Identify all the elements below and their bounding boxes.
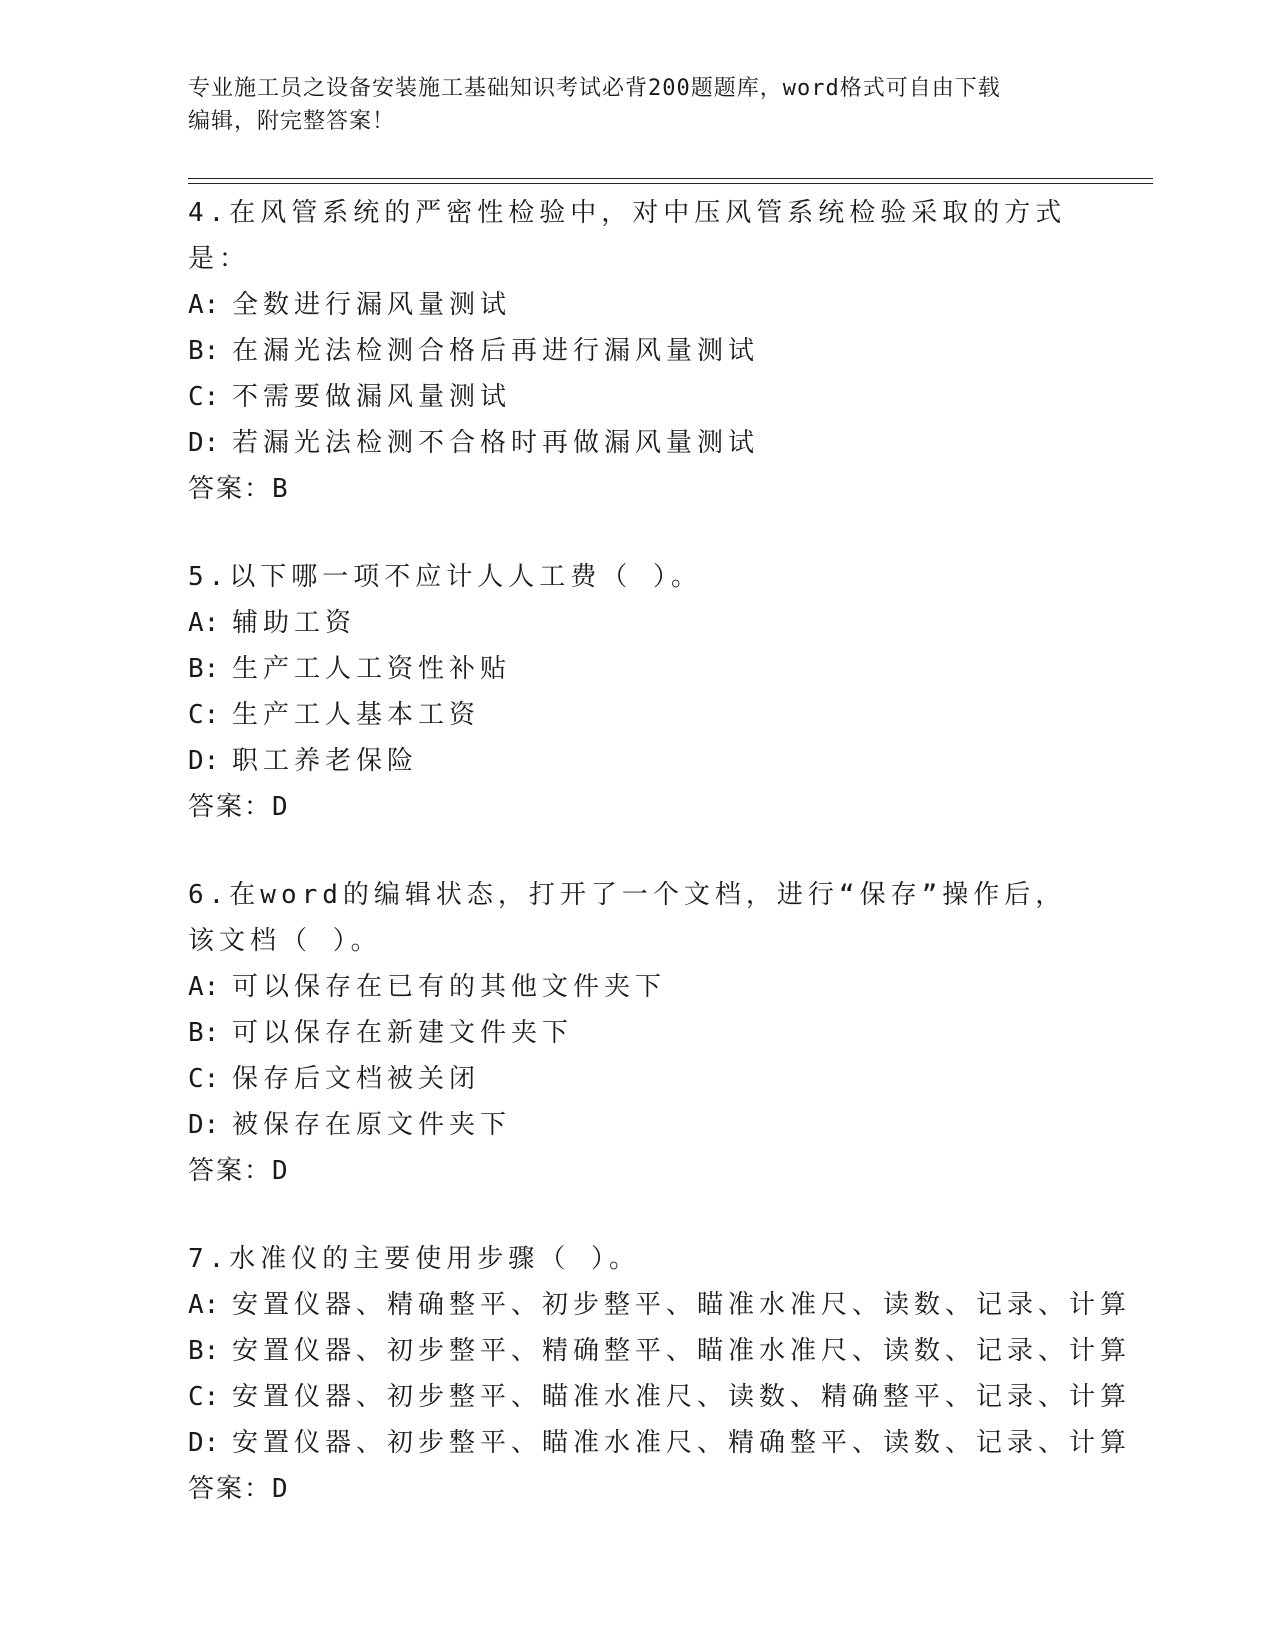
option-letter: B: [188,1336,220,1366]
option-letter: B: [188,1018,220,1048]
option-text: 安置仪器、初步整平、精确整平、瞄准水准尺、读数、记录、计算 [232,1336,1132,1366]
option-letter: D: [188,428,220,458]
header-line-2: 编辑，附完整答案！ [188,109,396,134]
answer-label: 答案： [188,1156,273,1186]
option-text: 全数进行漏风量测试 [232,290,512,320]
option-letter: A: [188,608,220,638]
answer-line [188,466,1088,512]
question-text: 6.在word的编辑状态，打开了一个文档，进行“保存”操作后，该文档（ ）。 [188,880,1067,956]
option-d [188,420,1088,466]
option-c [188,1374,1132,1420]
option-text: 不需要做漏风量测试 [232,382,512,412]
answer-value: B [272,474,289,504]
answer-label: 答案： [188,1474,273,1504]
option-text: 生产工人基本工资 [232,700,481,730]
option-c [188,374,1088,420]
header-divider-bottom [188,183,1153,184]
question-item [188,872,1088,1194]
option-text: 保存后文档被关闭 [232,1064,481,1094]
option-text: 辅助工资 [232,608,357,638]
answer-value: D [272,1474,289,1504]
option-text: 安置仪器、精确整平、初步整平、瞄准水准尺、读数、记录、计算 [232,1290,1132,1320]
option-b [188,1328,1132,1374]
option-text: 可以保存在新建文件夹下 [232,1018,574,1048]
question-text: 5.以下哪一项不应计人人工费（ ）。 [188,562,702,592]
option-letter: D: [188,746,220,776]
answer-line [188,784,1088,830]
option-a [188,600,1088,646]
option-letter: C: [188,700,220,730]
question-text: 4.在风管系统的严密性检验中，对中压风管系统检验采取的方式是： [188,198,1067,274]
option-letter: C: [188,382,220,412]
answer-value: D [272,1156,289,1186]
option-b [188,1010,1088,1056]
question-text: 7.水准仪的主要使用步骤（ ）。 [188,1244,640,1274]
option-d [188,738,1088,784]
option-text: 被保存在原文件夹下 [232,1110,512,1140]
answer-line [188,1148,1088,1194]
option-letter: D: [188,1110,220,1140]
option-letter: C: [188,1382,220,1412]
question-list [188,190,1132,1554]
option-b [188,328,1088,374]
document-header [188,72,1088,138]
question-item [188,554,1088,830]
option-a [188,1282,1132,1328]
option-d [188,1420,1132,1466]
option-text: 生产工人工资性补贴 [232,654,512,684]
question-item [188,190,1088,512]
option-d [188,1102,1088,1148]
option-text: 若漏光法检测不合格时再做漏风量测试 [232,428,760,458]
question-item [188,1236,1132,1512]
option-text: 安置仪器、初步整平、瞄准水准尺、精确整平、读数、记录、计算 [232,1428,1132,1458]
option-text: 职工养老保险 [232,746,419,776]
option-c [188,692,1088,738]
option-text: 可以保存在已有的其他文件夹下 [232,972,667,1002]
option-a [188,964,1088,1010]
option-b [188,646,1088,692]
option-letter: D: [188,1428,220,1458]
header-divider-top [188,178,1153,179]
option-letter: A: [188,972,220,1002]
option-letter: C: [188,1064,220,1094]
answer-line [188,1466,1088,1512]
answer-value: D [272,792,289,822]
option-c [188,1056,1088,1102]
option-letter: B: [188,336,220,366]
option-letter: A: [188,1290,220,1320]
header-line-1: 专业施工员之设备安装施工基础知识考试必背200题题库，word格式可自由下载 [188,76,1001,101]
option-a [188,282,1088,328]
answer-label: 答案： [188,474,273,504]
answer-label: 答案： [188,792,273,822]
option-letter: A: [188,290,220,320]
option-letter: B: [188,654,220,684]
option-text: 在漏光法检测合格后再进行漏风量测试 [232,336,760,366]
option-text: 安置仪器、初步整平、瞄准水准尺、读数、精确整平、记录、计算 [232,1382,1132,1412]
